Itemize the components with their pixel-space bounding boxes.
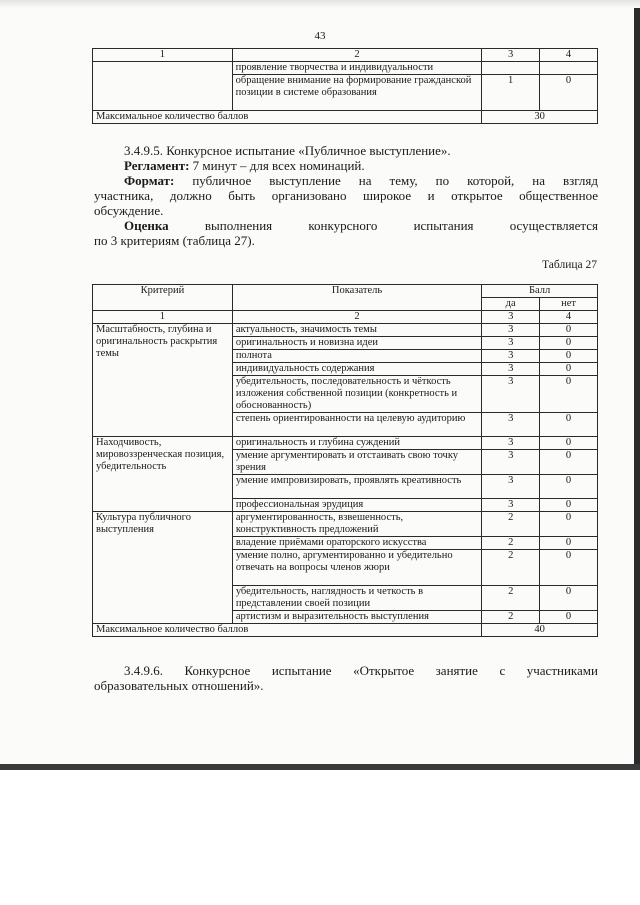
indicator-cell: владение приёмами ораторского искусства [232, 537, 481, 550]
section-title [94, 143, 598, 158]
indicator-cell: артистизм и выразительность выступления [232, 611, 481, 624]
score-yes-cell: 3 [482, 350, 540, 363]
column-number: 3 [482, 49, 540, 62]
indicator-cell: обращение внимание на формирование гражданской позиции в системе образования [232, 75, 482, 111]
indicator-header: Показатель [232, 285, 481, 311]
max-score-value: 40 [482, 624, 598, 637]
score-yes-cell: 3 [482, 324, 540, 337]
reglament-text: 7 минут – для всех номинаций. [192, 158, 365, 173]
indicator-cell: проявление творчества и индивидуальности [232, 62, 482, 75]
indicator-cell: умение аргументировать и отстаивать свою точку зрения [232, 450, 481, 475]
table-row [93, 512, 598, 537]
score-yes-cell: 2 [482, 512, 540, 537]
indicator-cell: умение импровизировать, проявлять креативность [232, 475, 481, 499]
indicator-cell: умение полно, аргументированно и убедительно отвечать на вопросы членов жюри [232, 550, 481, 586]
score-no-cell: 0 [540, 437, 598, 450]
format-paragraph-line: обсуждение. [94, 203, 164, 218]
table-header-row [93, 285, 598, 298]
indicator-cell: профессиональная эрудиция [232, 499, 481, 512]
table-27-label: Таблица 27 [542, 259, 597, 271]
criterion-header: Критерий [93, 285, 233, 311]
score-no-cell: 0 [540, 75, 598, 111]
scan-bottom-edge [0, 764, 640, 770]
format-paragraph-line [94, 173, 598, 188]
score-no-cell: 0 [540, 537, 598, 550]
score-no-cell: 0 [540, 350, 598, 363]
criterion-cell [93, 62, 233, 111]
indicator-cell: индивидуальность содержания [232, 363, 481, 376]
score-yes-cell: 2 [482, 586, 540, 611]
evaluation-paragraph-line [94, 218, 598, 233]
score-yes-cell: 3 [482, 499, 540, 512]
max-score-row [93, 624, 598, 637]
column-number: 4 [540, 49, 598, 62]
section-title-text: 3.4.9.5. Конкурсное испытание «Публичное выступление». [124, 143, 451, 158]
evaluation-label: Оценка [124, 218, 169, 233]
column-number: 2 [232, 49, 482, 62]
score-no-cell: 0 [540, 499, 598, 512]
score-no-cell [540, 62, 598, 75]
format-paragraph-line: участника, должно быть организовано широкое и открытое общественное [94, 188, 598, 203]
max-score-row [93, 111, 598, 124]
score-no-cell: 0 [540, 363, 598, 376]
score-no-cell: 0 [540, 611, 598, 624]
table-number-row [93, 311, 598, 324]
criterion-cell: Культура публичного выступления [93, 512, 233, 624]
table-row [93, 324, 598, 337]
table-row [93, 62, 598, 75]
score-yes-cell: 3 [482, 475, 540, 499]
score-no-cell: 0 [540, 337, 598, 350]
indicator-cell: актуальность, значимость темы [232, 324, 481, 337]
page-number: 43 [314, 30, 326, 42]
score-yes-header: да [482, 298, 540, 311]
column-number: 2 [232, 311, 481, 324]
next-section-line: 3.4.9.6. Конкурсное испытание «Открытое занятие с участниками [124, 663, 598, 678]
score-header: Балл [482, 285, 598, 298]
indicator-cell: полнота [232, 350, 481, 363]
score-no-cell: 0 [540, 413, 598, 437]
reglament-paragraph [94, 158, 598, 173]
reglament-label: Регламент: [124, 158, 190, 173]
score-no-cell: 0 [540, 376, 598, 413]
score-yes-cell [482, 62, 540, 75]
max-score-label: Максимальное количество баллов [93, 111, 482, 124]
score-no-cell: 0 [540, 512, 598, 537]
score-no-cell: 0 [540, 550, 598, 586]
table-26-continuation [92, 48, 598, 124]
criterion-cell: Масштабность, глубина и оригинальность раскрытия темы [93, 324, 233, 437]
criterion-cell: Находчивость, мировоззренческая позиция, убедительность [93, 437, 233, 512]
max-score-label: Максимальное количество баллов [93, 624, 482, 637]
score-yes-cell: 3 [482, 363, 540, 376]
table-header-row [93, 49, 598, 62]
max-score-value: 30 [482, 111, 598, 124]
score-yes-cell: 1 [482, 75, 540, 111]
table-row [93, 437, 598, 450]
score-yes-cell: 2 [482, 611, 540, 624]
column-number: 1 [93, 49, 233, 62]
evaluation-text: выполнения конкурсного испытания осуществляется [204, 218, 598, 233]
score-yes-cell: 3 [482, 337, 540, 350]
indicator-cell: оригинальность и новизна идеи [232, 337, 481, 350]
indicator-cell: убедительность, наглядность и четкость в представлении своей позиции [232, 586, 481, 611]
score-yes-cell: 3 [482, 450, 540, 475]
score-yes-cell: 3 [482, 376, 540, 413]
indicator-cell: аргументированность, взвешенность, конструктивность предложений [232, 512, 481, 537]
score-no-cell: 0 [540, 475, 598, 499]
format-label: Формат: [124, 173, 175, 188]
score-no-cell: 0 [540, 324, 598, 337]
score-no-cell: 0 [540, 586, 598, 611]
next-section-line: образовательных отношений». [94, 678, 264, 693]
score-no-header: нет [540, 298, 598, 311]
table-27 [92, 284, 598, 637]
format-text: публичное выступление на тему, по которой, на взгляд [192, 173, 599, 188]
scan-top-shadow [0, 0, 640, 8]
score-yes-cell: 2 [482, 537, 540, 550]
column-number: 1 [93, 311, 233, 324]
evaluation-paragraph-line: по 3 критериям (таблица 27). [94, 233, 255, 248]
column-number: 4 [540, 311, 598, 324]
score-yes-cell: 3 [482, 413, 540, 437]
indicator-cell: степень ориентированности на целевую аудиторию [232, 413, 481, 437]
column-number: 3 [482, 311, 540, 324]
score-yes-cell: 3 [482, 437, 540, 450]
score-no-cell: 0 [540, 450, 598, 475]
indicator-cell: убедительность, последовательность и чёткость изложения собственной позиции (конкретность и обоснованность) [232, 376, 481, 413]
indicator-cell: оригинальность и глубина суждений [232, 437, 481, 450]
score-yes-cell: 2 [482, 550, 540, 586]
